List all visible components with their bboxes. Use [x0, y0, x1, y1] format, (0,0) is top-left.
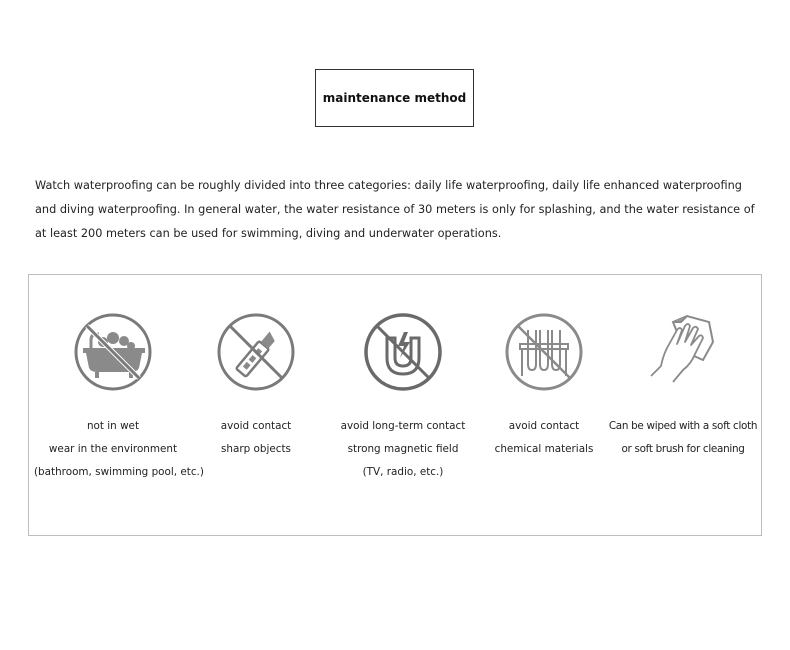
- no-test-tubes-icon: [504, 312, 584, 392]
- intro-paragraph: Watch waterproofing can be roughly divided into three categories: daily life waterproofing, daily life enhanced waterproofing and diving waterproofing. In general water, the water resistance of 30 meters is only for splashing, and the water resistance of at least 200 meters can be used for swimming, diving and underwater operations.: [35, 179, 755, 240]
- caption-line: (TV, radio, etc.): [362, 466, 444, 478]
- page-title: maintenance method: [322, 91, 467, 105]
- no-bathtub-icon: [73, 312, 153, 392]
- no-knife-icon: [216, 312, 296, 392]
- no-magnet-icon: [363, 312, 443, 392]
- caption-line: chemical materials: [494, 443, 594, 455]
- caption-line: wear in the environment: [48, 443, 178, 455]
- caption-line: avoid long-term contact: [340, 420, 466, 432]
- caption-line: (bathroom, swimming pool, etc.): [34, 466, 204, 478]
- maintenance-panel: [28, 274, 762, 536]
- maintenance-item-wet: [34, 312, 204, 484]
- maintenance-item-sharp: [192, 312, 320, 461]
- caption-line: or soft brush for cleaning: [621, 443, 745, 455]
- title-box: [315, 69, 474, 127]
- caption-cleaning: [607, 415, 759, 461]
- caption-line: avoid contact: [220, 420, 292, 432]
- caption-line: sharp objects: [221, 443, 291, 455]
- maintenance-item-cleaning: [607, 312, 759, 461]
- caption-line: Can be wiped with a soft cloth: [608, 420, 758, 432]
- caption-line: avoid contact: [508, 420, 580, 432]
- caption-sharp: [192, 415, 320, 461]
- caption-magnetic: [329, 415, 477, 484]
- caption-line: not in wet: [86, 420, 140, 432]
- caption-chemical: [479, 415, 609, 461]
- wipe-cloth-icon: [643, 312, 723, 392]
- caption-wet: [34, 415, 204, 484]
- caption-line: strong magnetic field: [347, 443, 459, 455]
- maintenance-item-magnetic: [329, 312, 477, 484]
- maintenance-item-chemical: [479, 312, 609, 461]
